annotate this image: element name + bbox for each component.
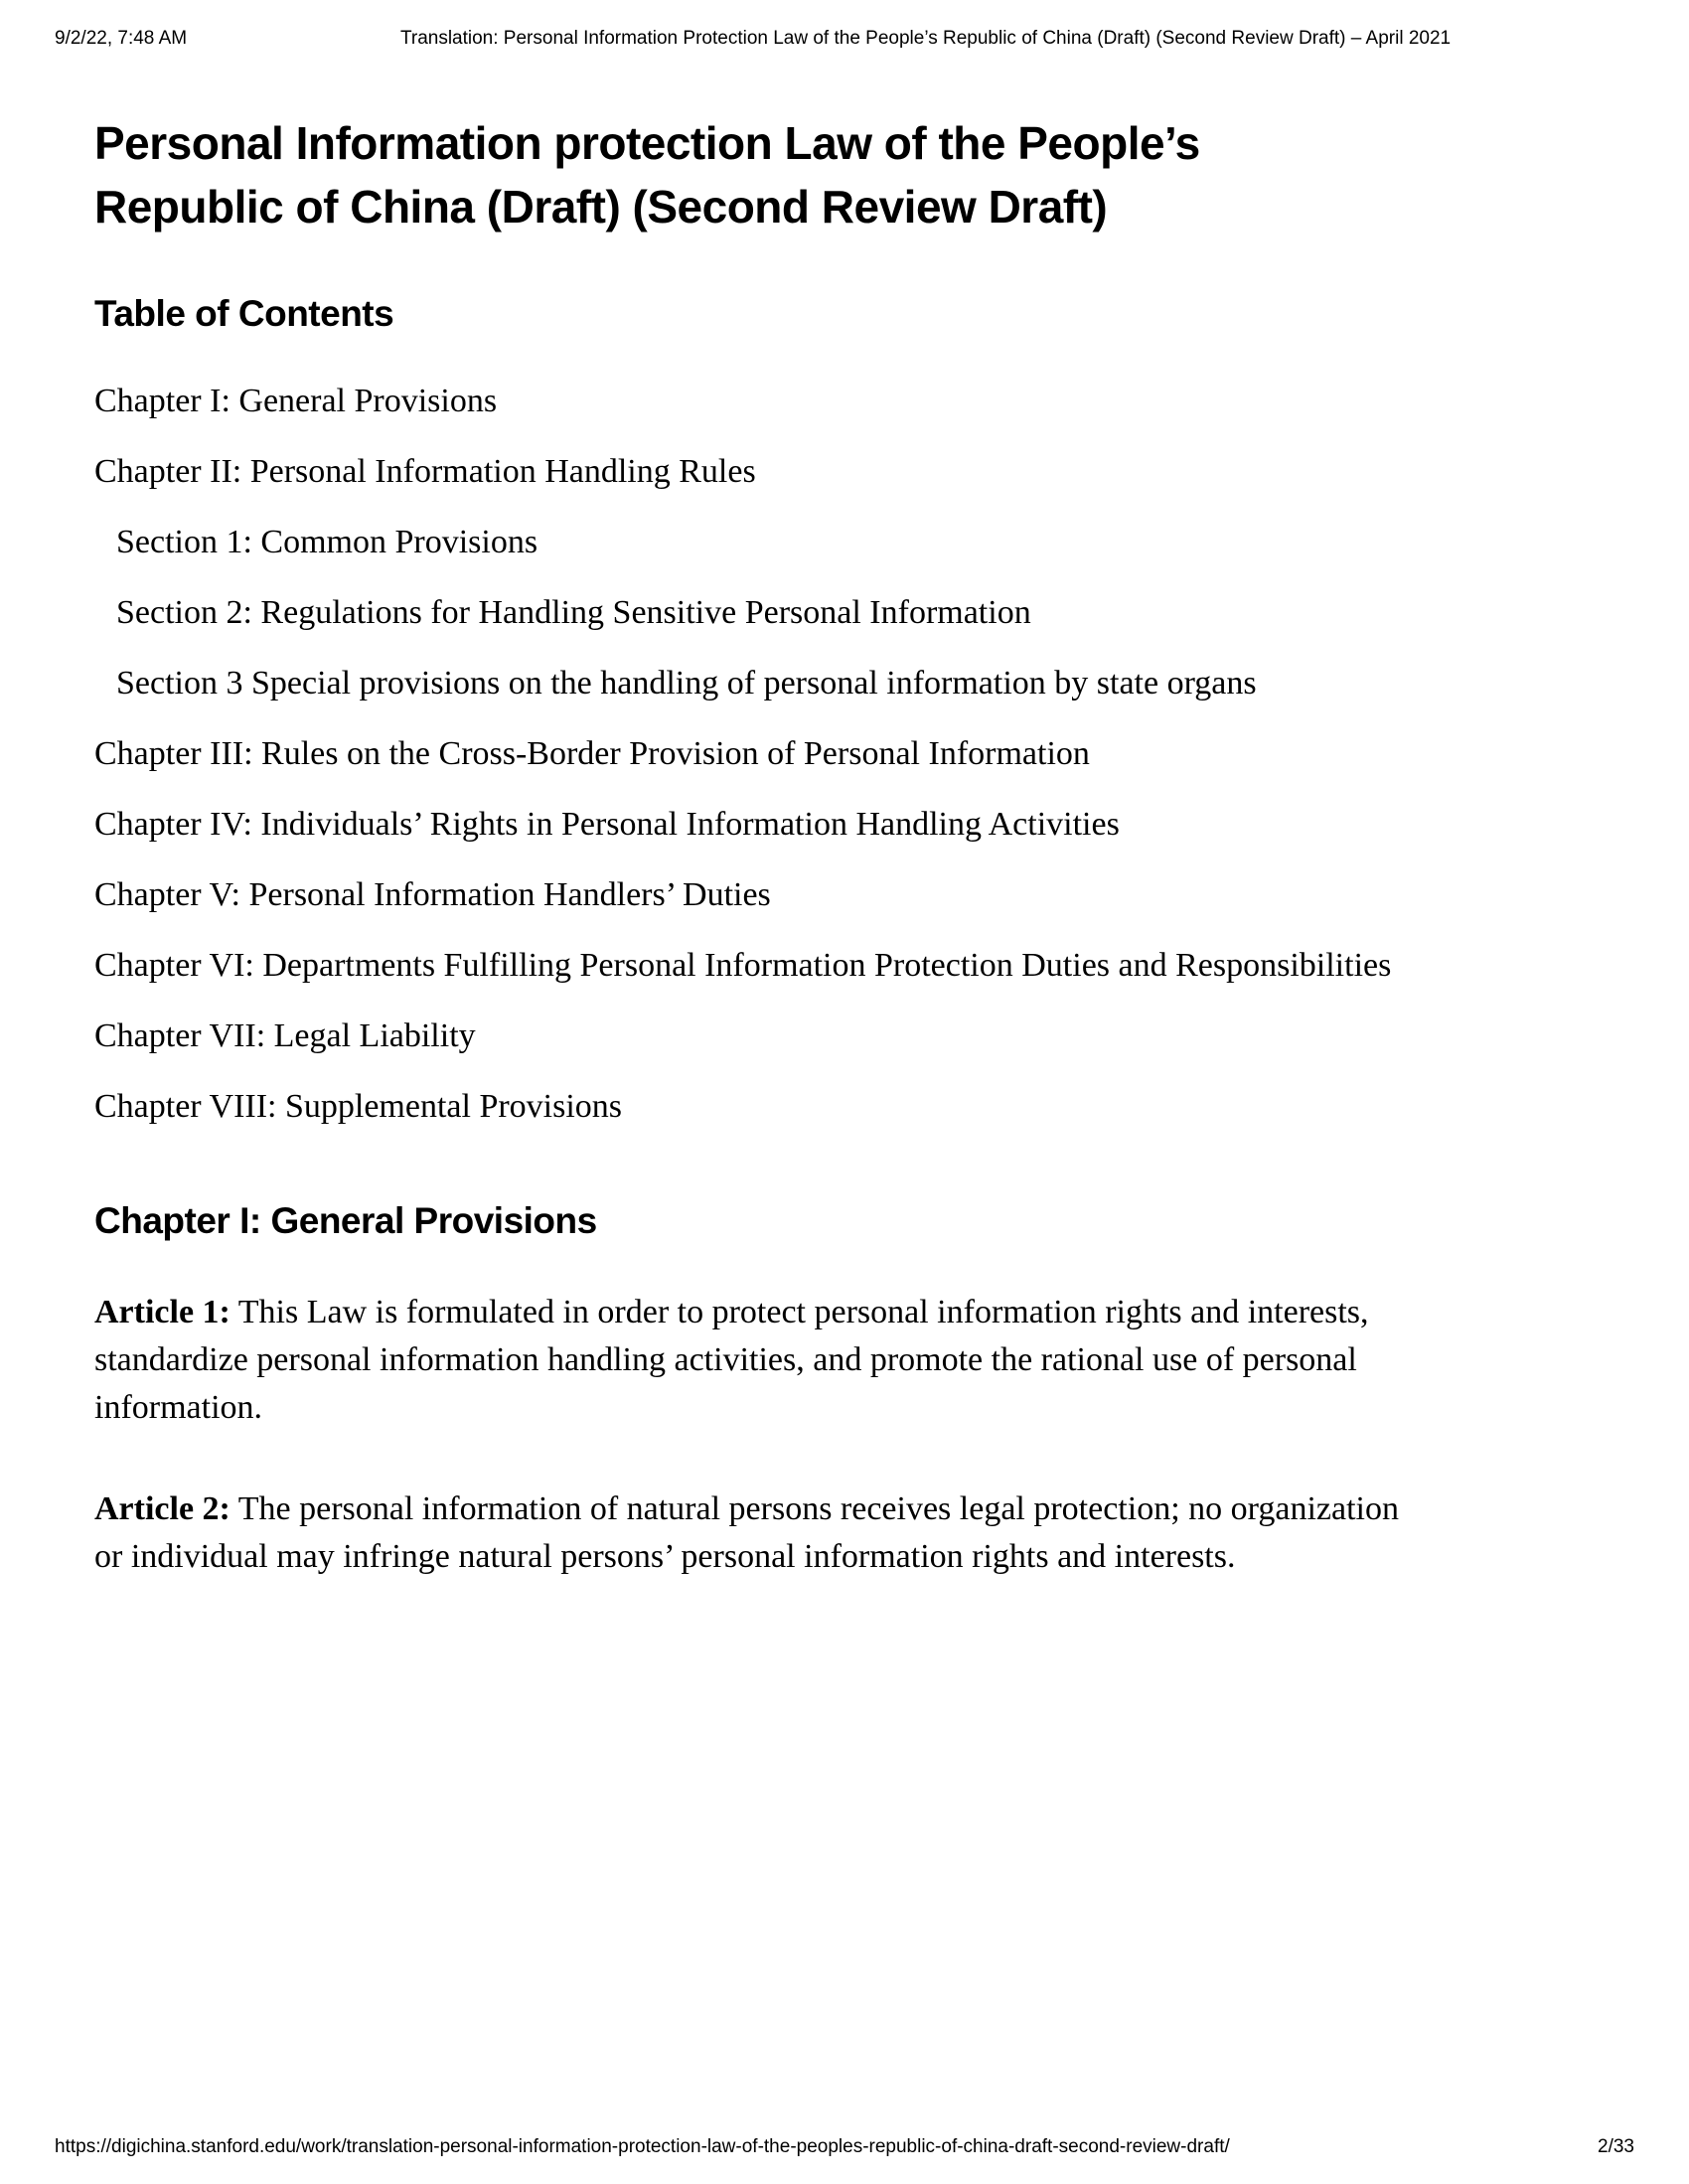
chapter-1-body [94, 1289, 1595, 1581]
page-title: Personal Information protection Law of the People’s Republic of China (Draft) (Second Review Draft) [94, 117, 1200, 233]
toc-chapter-2: Chapter II: Personal Information Handling Rules [94, 453, 756, 490]
toc-heading: Table of Contents [94, 293, 394, 334]
toc-chapter-5: Chapter V: Personal Information Handlers’ Duties [94, 876, 771, 913]
article-2-label: Article 2: [94, 1490, 230, 1527]
toc-chapter-6: Chapter VI: Departments Fulfilling Personal Information Protection Duties and Responsibilities [94, 947, 1392, 984]
print-footer [55, 2136, 1634, 2158]
print-timestamp: 9/2/22, 7:48 AM [55, 28, 188, 49]
chapter-1-heading: Chapter I: General Provisions [94, 1200, 597, 1241]
article-1-text: This Law is formulated in order to protect personal information rights and interests, standardize personal information handling activities, and promote the rational use of personal information. [94, 1294, 1369, 1426]
toc-chapter-7: Chapter VII: Legal Liability [94, 1017, 476, 1054]
source-url: https://digichina.stanford.edu/work/translation-personal-information-protection-law-of-the-peoples-republic-of-china-draft-second-review-draft/ [55, 2136, 1230, 2157]
toc-chapter-4: Chapter IV: Individuals’ Rights in Personal Information Handling Activities [94, 806, 1120, 843]
toc-chapter-3: Chapter III: Rules on the Cross-Border Provision of Personal Information [94, 735, 1090, 772]
document-page [94, 111, 1595, 1635]
toc-section-2-2: Section 2: Regulations for Handling Sensitive Personal Information [116, 594, 1031, 631]
table-of-contents [94, 384, 1595, 1124]
article-paragraph-2 [94, 1485, 1416, 1581]
article-paragraph-1 [94, 1289, 1416, 1432]
article-1-label: Article 1: [94, 1294, 230, 1330]
print-header [55, 28, 1634, 50]
article-2-text: The personal information of natural persons receives legal protection; no organization or individual may infringe natural persons’ personal information rights and interests. [94, 1490, 1399, 1575]
toc-section-2-1: Section 1: Common Provisions [116, 524, 538, 560]
toc-chapter-1: Chapter I: General Provisions [94, 383, 498, 419]
print-header-title: Translation: Personal Information Protection Law of the People’s Republic of China (Draft) (Second Review Draft) – April 2021 [399, 28, 1452, 49]
toc-chapter-8: Chapter VIII: Supplemental Provisions [94, 1088, 623, 1125]
toc-section-2-3: Section 3 Special provisions on the handling of personal information by state organs [116, 665, 1257, 702]
page-number: 2/33 [1598, 2136, 1634, 2157]
